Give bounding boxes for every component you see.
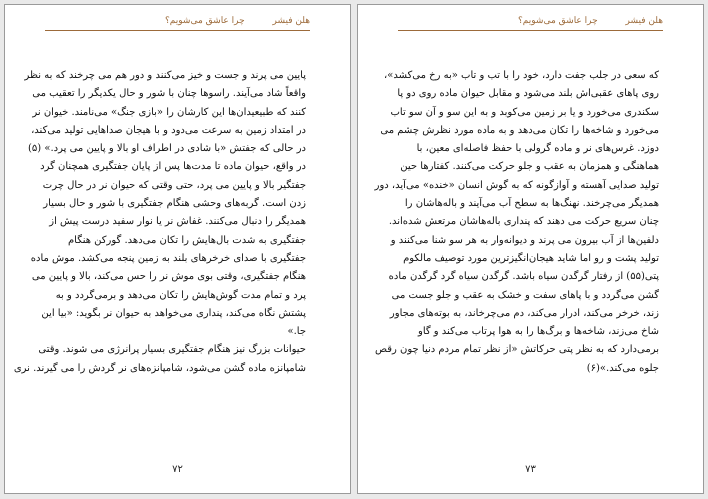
text-line: گشن می‌گردد و با پاهای سفت و خشک به عقب و جلو جست می [391, 289, 659, 301]
page-body [374, 67, 659, 378]
text-line: هنگام جفتگیری، وقتی بوی موش نر را حس می‌کند، بالا و پایین می [31, 271, 306, 283]
text-line: سکندری می‌خورد و یا بر زمین می‌کوبد و به این سو و آن سو تاب [390, 106, 659, 118]
text-line: پشتش نگاه می‌کند، پنداری می‌خواهد به حیوان نر بگوید: «بیا این [41, 307, 306, 319]
text-line: همدیگر می‌چرخند. نهنگ‌ها به سطح آب می‌آیند و باله‌هاشان را [404, 198, 659, 210]
text-line: در واقع، حیوان ماده تا مدت‌ها پس از پایان جفتگیری همچنان گرد [40, 161, 306, 173]
text-line: واقعاً شاد می‌آیند. راسوها چنان با شور و حال یکدیگر را تعقیب می [32, 88, 306, 100]
header-rule [45, 30, 310, 31]
text-line: پتی(۵۵) از رفتار گرگدن سیاه باشد. گرگدن سیاه گرد گرگدن ماده [388, 271, 659, 283]
right-page [357, 4, 704, 494]
text-line: تولید پشت و رو اما شاید هیجان‌انگیزترین مورد توصیف مالکوم [403, 252, 659, 264]
text-line: کنند که طبیعیدان‌ها این کارشان را «بازی جنگ» می‌نامند. خیوان نر [32, 106, 306, 118]
text-line: جلوه می‌کند.»(۶) [586, 362, 659, 374]
page-number: ۷۲ [172, 464, 183, 475]
page-body [13, 67, 306, 378]
text-line: دوزد. غرس‌های نر و ماده گرولی با حفظ فاصله‌ای معین، با [416, 143, 659, 155]
header-author: هلن فیشر [272, 16, 310, 26]
text-line: زدن است. گربه‌های وحشی هنگام جفتگیری با شور و حال بسیار [43, 198, 306, 210]
header-title: چرا عاشق می‌شویم؟ [518, 16, 598, 26]
text-line: همدیگر را دنبال می‌کنند. غفاش نر یا نوار سفید درست پیش از [49, 216, 306, 228]
text-line: تولید صدایی آهسته و آوازگونه که به گوش انسان «خنده» می‌آید، دور [374, 179, 659, 191]
text-line: جفتگیری با صدای خرخرهای بلند به زمین پنجه می‌کشد. موش ماده [30, 252, 306, 264]
text-line: شامپانزه ماده گشن می‌شود، شامپانزه‌های نر گردش را می گیرند. نری [13, 362, 306, 374]
header-rule [398, 30, 663, 31]
text-line: در حالی که جفتش «با شادی در اطراف او بالا و پایین می پرد.» (۵) [28, 143, 306, 155]
page-header [45, 14, 310, 32]
text-line: چنان سریع حرکت می دهند که پنداری باله‌هاشان مرتعش شده‌اند. [388, 216, 659, 228]
text-line: دلفین‌ها از آب بیرون می پرند و دیوانه‌وار به هر سو شنا می‌کنند و [390, 234, 659, 246]
page-number: ۷۳ [525, 464, 536, 475]
text-line: جا.» [287, 326, 306, 338]
header-title: چرا عاشق می‌شویم؟ [165, 16, 245, 26]
text-line: پرد و تمام مدت گوش‌هایش را تکان می‌دهد و برمی‌گردد و به [55, 289, 306, 301]
text-line: روی پاهای عقبی‌اش بلند می‌شود و مقابل حیوان ماده روی دو پا [397, 88, 659, 100]
text-line: پایین می پرند و جست و خیز می‌کنند و دور هم می چرخند که به نظر [24, 70, 306, 81]
text-line: در امتداد زمین به سرعت می‌دود و با هیجان صداهایی تولید می‌کند، [31, 124, 306, 136]
text-line: جفتگیری به شدت بال‌هایش را تکان می‌دهد. گورکن هنگام [67, 234, 306, 246]
text-line: که سعی در جلب جفت دارد، خود را با تب و تاب «به رخ می‌کشد»، [384, 70, 659, 81]
text-line: زند، خرخر می‌کند، ادرار می‌کند، دم می‌چرخاند، به بوته‌های مجاور [389, 307, 659, 319]
left-page [4, 4, 351, 494]
page-header [398, 14, 663, 32]
text-line: شاخ می‌زند، شاخه‌ها و برگ‌ها را به هوا پرتاب می‌کند و گاو [417, 326, 659, 338]
text-line: می‌خورد و شاخه‌ها را تکان می‌دهد و به ماده مورد نظرش چشم می [380, 124, 659, 136]
text-line: هماهنگی و همزمان به عقب و جلو حرکت می‌کنند. کفتارها حین [400, 161, 659, 173]
text-line: برمی‌دارد که به نظر پتی حرکاتش «از نظر تمام مردم دنیا چون رقص [375, 344, 659, 356]
header-author: هلن فیشر [625, 16, 663, 26]
text-line: جفتگیر بالا و پایین می پرد، حتی وقتی که حیوان نر در حال چرت [42, 179, 306, 191]
text-line: حیوانات بزرگ نیز هنگام جفتگیری بسیار پرانرژی می شوند. وقتی [38, 344, 306, 356]
